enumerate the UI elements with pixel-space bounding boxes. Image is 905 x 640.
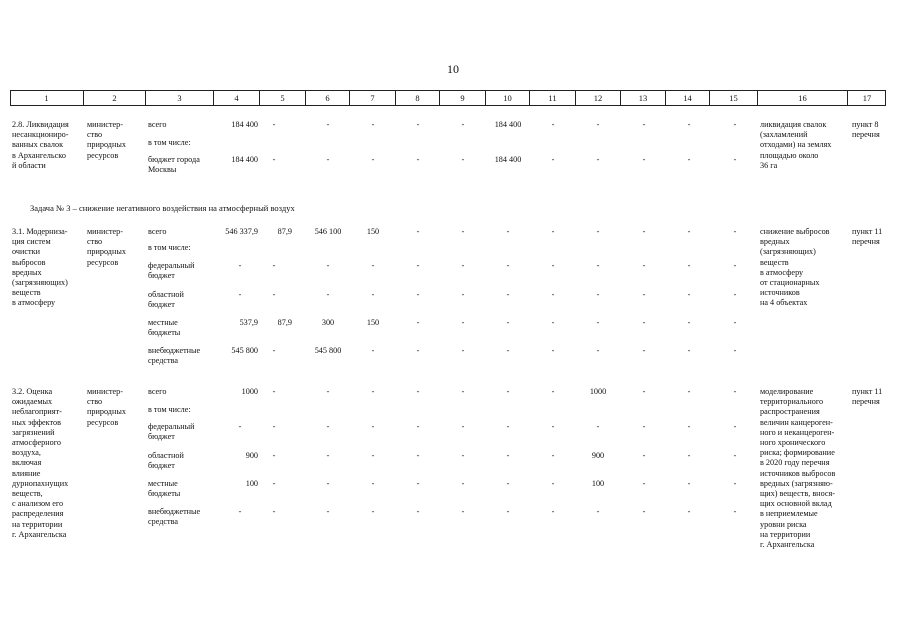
cell-c15: - [733, 227, 737, 236]
cell-c11: - [551, 261, 555, 270]
row-label: в том числе: [148, 243, 191, 252]
cell-c8: - [416, 387, 420, 396]
row-label: федеральный бюджет [148, 261, 195, 281]
header-col-13: 13 [621, 91, 666, 106]
header-col-8: 8 [396, 91, 440, 106]
cell-c12: - [596, 227, 600, 236]
cell-c10: - [506, 422, 510, 431]
cell-c4: 546 337,9 [225, 227, 258, 236]
cell-c13: - [642, 387, 646, 396]
cell-c6: - [326, 387, 330, 396]
cell-c9: - [461, 507, 465, 516]
cell-c7: - [371, 261, 375, 270]
section-31-result: снижение выбросов вредных (загрязняющих) веществ в атмосферу от стационарных источников на 4 объектах [760, 227, 830, 308]
cell-c12: - [596, 422, 600, 431]
cell-c15: - [733, 346, 737, 355]
cell-c7: - [371, 507, 375, 516]
cell-c6: - [326, 120, 330, 129]
cell-c13: - [642, 227, 646, 236]
cell-c4: - [238, 290, 242, 299]
cell-c8: - [416, 346, 420, 355]
cell-c14: - [687, 346, 691, 355]
cell-c10: - [506, 479, 510, 488]
cell-c10: - [506, 318, 510, 327]
cell-c5: 87,9 [277, 227, 292, 236]
header-col-3: 3 [146, 91, 214, 106]
cell-c12: - [596, 120, 600, 129]
cell-c4: - [238, 507, 242, 516]
cell-c11: - [551, 422, 555, 431]
cell-c7: - [371, 290, 375, 299]
header-col-12: 12 [576, 91, 621, 106]
row-label: всего [148, 227, 167, 236]
cell-c10: 184 400 [494, 155, 522, 164]
cell-c5: 87,9 [277, 318, 292, 327]
cell-c5: - [272, 451, 276, 460]
cell-c4: - [238, 422, 242, 431]
cell-c15: - [733, 479, 737, 488]
cell-c9: - [461, 387, 465, 396]
cell-c9: - [461, 120, 465, 129]
cell-c13: - [642, 318, 646, 327]
cell-c5: - [272, 155, 276, 164]
cell-c8: - [416, 507, 420, 516]
row-label: внебюджетные средства [148, 507, 201, 527]
row-label: всего [148, 387, 167, 396]
cell-c14: - [687, 387, 691, 396]
cell-c5: - [272, 422, 276, 431]
cell-c9: - [461, 318, 465, 327]
cell-c4: 537,9 [239, 318, 258, 327]
cell-c7: - [371, 451, 375, 460]
cell-c13: - [642, 261, 646, 270]
row-label: в том числе: [148, 405, 191, 414]
section-28-executor: министер- ство природных ресурсов [87, 120, 126, 160]
cell-c6: - [326, 261, 330, 270]
header-col-10: 10 [486, 91, 530, 106]
cell-c11: - [551, 290, 555, 299]
row-label: федеральный бюджет [148, 422, 195, 442]
cell-c4: 900 [245, 451, 258, 460]
section-32-ref: пункт 11 перечня [852, 387, 883, 407]
cell-c10: - [506, 227, 510, 236]
cell-c8: - [416, 227, 420, 236]
cell-c13: - [642, 346, 646, 355]
cell-c15: - [733, 422, 737, 431]
cell-c11: - [551, 387, 555, 396]
cell-c9: - [461, 155, 465, 164]
cell-c15: - [733, 261, 737, 270]
cell-c6: 545 800 [314, 346, 342, 355]
cell-c7: - [371, 479, 375, 488]
cell-c11: - [551, 318, 555, 327]
row-label: областной бюджет [148, 290, 184, 310]
cell-c10: - [506, 290, 510, 299]
cell-c8: - [416, 120, 420, 129]
section-32-executor: министер- ство природных ресурсов [87, 387, 126, 427]
header-col-11: 11 [530, 91, 576, 106]
cell-c13: - [642, 155, 646, 164]
cell-c14: - [687, 318, 691, 327]
cell-c5: - [272, 387, 276, 396]
row-label: бюджет города Москвы [148, 155, 200, 175]
cell-c6: - [326, 479, 330, 488]
cell-c7: - [371, 120, 375, 129]
cell-c14: - [687, 451, 691, 460]
cell-c14: - [687, 290, 691, 299]
row-label: в том числе: [148, 138, 191, 147]
cell-c5: - [272, 507, 276, 516]
cell-c4: 184 400 [231, 120, 258, 129]
header-col-15: 15 [710, 91, 758, 106]
cell-c10: - [506, 387, 510, 396]
header-col-2: 2 [84, 91, 146, 106]
page-number: 10 [447, 62, 459, 76]
cell-c12: - [596, 155, 600, 164]
cell-c5: - [272, 290, 276, 299]
cell-c7: 150 [366, 318, 380, 327]
cell-c13: - [642, 507, 646, 516]
row-label: местные бюджеты [148, 479, 181, 499]
cell-c8: - [416, 422, 420, 431]
cell-c7: - [371, 346, 375, 355]
cell-c13: - [642, 120, 646, 129]
section-31-executor: министер- ство природных ресурсов [87, 227, 126, 267]
cell-c4: 1000 [241, 387, 258, 396]
cell-c7: - [371, 155, 375, 164]
cell-c8: - [416, 451, 420, 460]
cell-c8: - [416, 155, 420, 164]
cell-c5: - [272, 120, 276, 129]
row-label: внебюджетные средства [148, 346, 201, 366]
cell-c5: - [272, 261, 276, 270]
cell-c8: - [416, 261, 420, 270]
cell-c13: - [642, 479, 646, 488]
cell-c4: 545 800 [231, 346, 258, 355]
section-32-result: моделирование территориального распространения величин канцероген- ного и неканцероген- ного хронического риска; формирование в 2020 году перечня источников выбросов вредных (загрязняю- щих) веществ, внося- щих основной вклад в неприемлемые уровни риска на территории г. Архангельска [760, 387, 836, 550]
cell-c14: - [687, 479, 691, 488]
table-header [10, 90, 886, 107]
cell-c13: - [642, 451, 646, 460]
row-label: областной бюджет [148, 451, 184, 471]
cell-c7: - [371, 422, 375, 431]
cell-c10: - [506, 507, 510, 516]
cell-c15: - [733, 155, 737, 164]
cell-c4: - [238, 261, 242, 270]
cell-c8: - [416, 290, 420, 299]
cell-c9: - [461, 290, 465, 299]
cell-c15: - [733, 120, 737, 129]
cell-c11: - [551, 479, 555, 488]
cell-c15: - [733, 290, 737, 299]
cell-c12: - [596, 507, 600, 516]
cell-c12: - [596, 290, 600, 299]
cell-c13: - [642, 422, 646, 431]
cell-c11: - [551, 155, 555, 164]
cell-c7: 150 [366, 227, 380, 236]
cell-c6: - [326, 507, 330, 516]
cell-c14: - [687, 120, 691, 129]
cell-c7: - [371, 387, 375, 396]
cell-c8: - [416, 318, 420, 327]
cell-c14: - [687, 227, 691, 236]
cell-c6: - [326, 422, 330, 431]
section-31-name: 3.1. Модерниза- ция систем очистки выбросов вредных (загрязняющих) веществ в атмосферу [12, 227, 68, 308]
cell-c15: - [733, 387, 737, 396]
cell-c11: - [551, 227, 555, 236]
header-col-6: 6 [306, 91, 350, 106]
cell-c10: - [506, 346, 510, 355]
header-col-4: 4 [214, 91, 260, 106]
cell-c6: - [326, 155, 330, 164]
cell-c11: - [551, 120, 555, 129]
cell-c15: - [733, 507, 737, 516]
header-col-16: 16 [758, 91, 848, 106]
cell-c15: - [733, 451, 737, 460]
cell-c12: - [596, 261, 600, 270]
cell-c11: - [551, 346, 555, 355]
row-label: всего [148, 120, 167, 129]
section-32-name: 3.2. Оценка ожидаемых неблагоприят- ных эффектов загрязнений атмосферного воздуха, включая влияние дурнопахнущих веществ, с анализом его распределения на территории г. Архангельска [12, 387, 69, 539]
header-col-9: 9 [440, 91, 486, 106]
cell-c11: - [551, 451, 555, 460]
cell-c9: - [461, 479, 465, 488]
header-col-5: 5 [260, 91, 306, 106]
cell-c9: - [461, 261, 465, 270]
cell-c13: - [642, 290, 646, 299]
row-label: местные бюджеты [148, 318, 181, 338]
cell-c5: - [272, 479, 276, 488]
header-col-7: 7 [350, 91, 396, 106]
header-col-14: 14 [666, 91, 710, 106]
cell-c10: - [506, 451, 510, 460]
header-col-17: 17 [862, 93, 872, 103]
cell-c12: 100 [591, 479, 605, 488]
cell-c10: 184 400 [494, 120, 522, 129]
cell-c4: 100 [245, 479, 258, 488]
section-28-name: 2.8. Ликвидация несанкциониро- ванных свалок в Архангельско й области [12, 120, 69, 170]
cell-c12: - [596, 318, 600, 327]
cell-c15: - [733, 318, 737, 327]
section-28-ref: пункт 8 перечня [852, 120, 880, 140]
cell-c6: - [326, 451, 330, 460]
cell-c9: - [461, 346, 465, 355]
cell-c9: - [461, 227, 465, 236]
header-col-1: 1 [10, 91, 84, 106]
cell-c4: 184 400 [231, 155, 258, 164]
cell-c12: - [596, 346, 600, 355]
section-31-ref: пункт 11 перечня [852, 227, 883, 247]
cell-c14: - [687, 155, 691, 164]
cell-c12: 900 [591, 451, 605, 460]
cell-c8: - [416, 479, 420, 488]
cell-c14: - [687, 507, 691, 516]
cell-c10: - [506, 261, 510, 270]
cell-c6: 300 [321, 318, 335, 327]
cell-c9: - [461, 451, 465, 460]
cell-c14: - [687, 261, 691, 270]
section-28-result: ликвидация свалок (захламлений отходами) на землях площадью около 36 га [760, 120, 832, 170]
cell-c6: 546 100 [314, 227, 342, 236]
cell-c5: - [272, 346, 276, 355]
cell-c12: 1000 [589, 387, 607, 396]
task-3-title: Задача № 3 – снижение негативного воздействия на атмосферный воздух [30, 203, 295, 213]
cell-c9: - [461, 422, 465, 431]
cell-c14: - [687, 422, 691, 431]
cell-c6: - [326, 290, 330, 299]
cell-c11: - [551, 507, 555, 516]
